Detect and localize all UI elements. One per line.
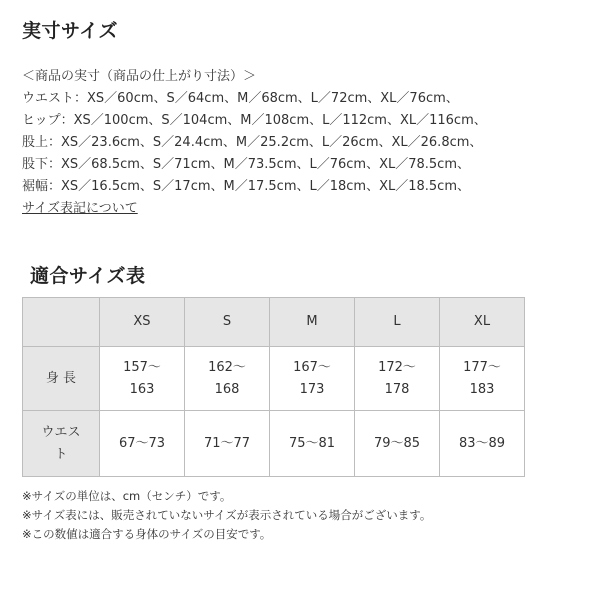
height-cell-xl: 177～ 183: [440, 347, 525, 411]
size-notes: [22, 487, 431, 544]
column-header-xs: XS: [100, 298, 185, 347]
measurement-waist: ウエスト：XS／60cm、S／64cm、M／68cm、L／72cm、XL／76cm、: [22, 91, 459, 106]
measurement-rise: 股上：XS／23.6cm、S／24.4cm、M／25.2cm、L／26cm、XL／26.8cm、: [22, 135, 483, 150]
column-header-m: M: [270, 298, 355, 347]
table-row-height: [23, 347, 525, 411]
size-notation-link[interactable]: サイズ表記について: [22, 201, 138, 216]
fit-size-table-title: 適合サイズ表: [30, 265, 146, 287]
table-row-waist: [23, 411, 525, 477]
waist-cell-s: 71～77: [185, 411, 270, 477]
actual-size-title: 実寸サイズ: [22, 20, 118, 42]
row-header-height: 身 長: [23, 347, 100, 411]
height-cell-m: 167～ 173: [270, 347, 355, 411]
column-header-xl: XL: [440, 298, 525, 347]
height-cell-s: 162～ 168: [185, 347, 270, 411]
column-header-l: L: [355, 298, 440, 347]
note-unavailable-sizes: ※サイズ表には、販売されていないサイズが表示されている場合がございます。: [22, 508, 432, 522]
fit-size-table: [22, 297, 525, 477]
height-cell-l: 172～ 178: [355, 347, 440, 411]
measurement-hem-width: 裾幅：XS／16.5cm、S／17cm、M／17.5cm、L／18cm、XL／18.5cm、: [22, 179, 470, 194]
table-header-row: [23, 298, 525, 347]
height-cell-xs: 157～ 163: [100, 347, 185, 411]
measurement-intro: ＜商品の実寸（商品の仕上がり寸法）＞: [22, 69, 257, 84]
row-header-waist: ウエス ト: [23, 411, 100, 477]
waist-cell-l: 79～85: [355, 411, 440, 477]
note-body-guide: ※この数値は適合する身体のサイズの目安です。: [22, 527, 272, 541]
actual-size-measurements: [22, 66, 592, 220]
note-unit: ※サイズの単位は、cm（センチ）です。: [22, 489, 232, 503]
waist-cell-xs: 67～73: [100, 411, 185, 477]
waist-cell-m: 75～81: [270, 411, 355, 477]
waist-cell-xl: 83～89: [440, 411, 525, 477]
column-header-s: S: [185, 298, 270, 347]
measurement-hip: ヒップ：XS／100cm、S／104cm、M／108cm、L／112cm、XL／116cm、: [22, 113, 487, 128]
table-corner-cell: [23, 298, 100, 347]
measurement-inseam: 股下：XS／68.5cm、S／71cm、M／73.5cm、L／76cm、XL／78.5cm、: [22, 157, 470, 172]
